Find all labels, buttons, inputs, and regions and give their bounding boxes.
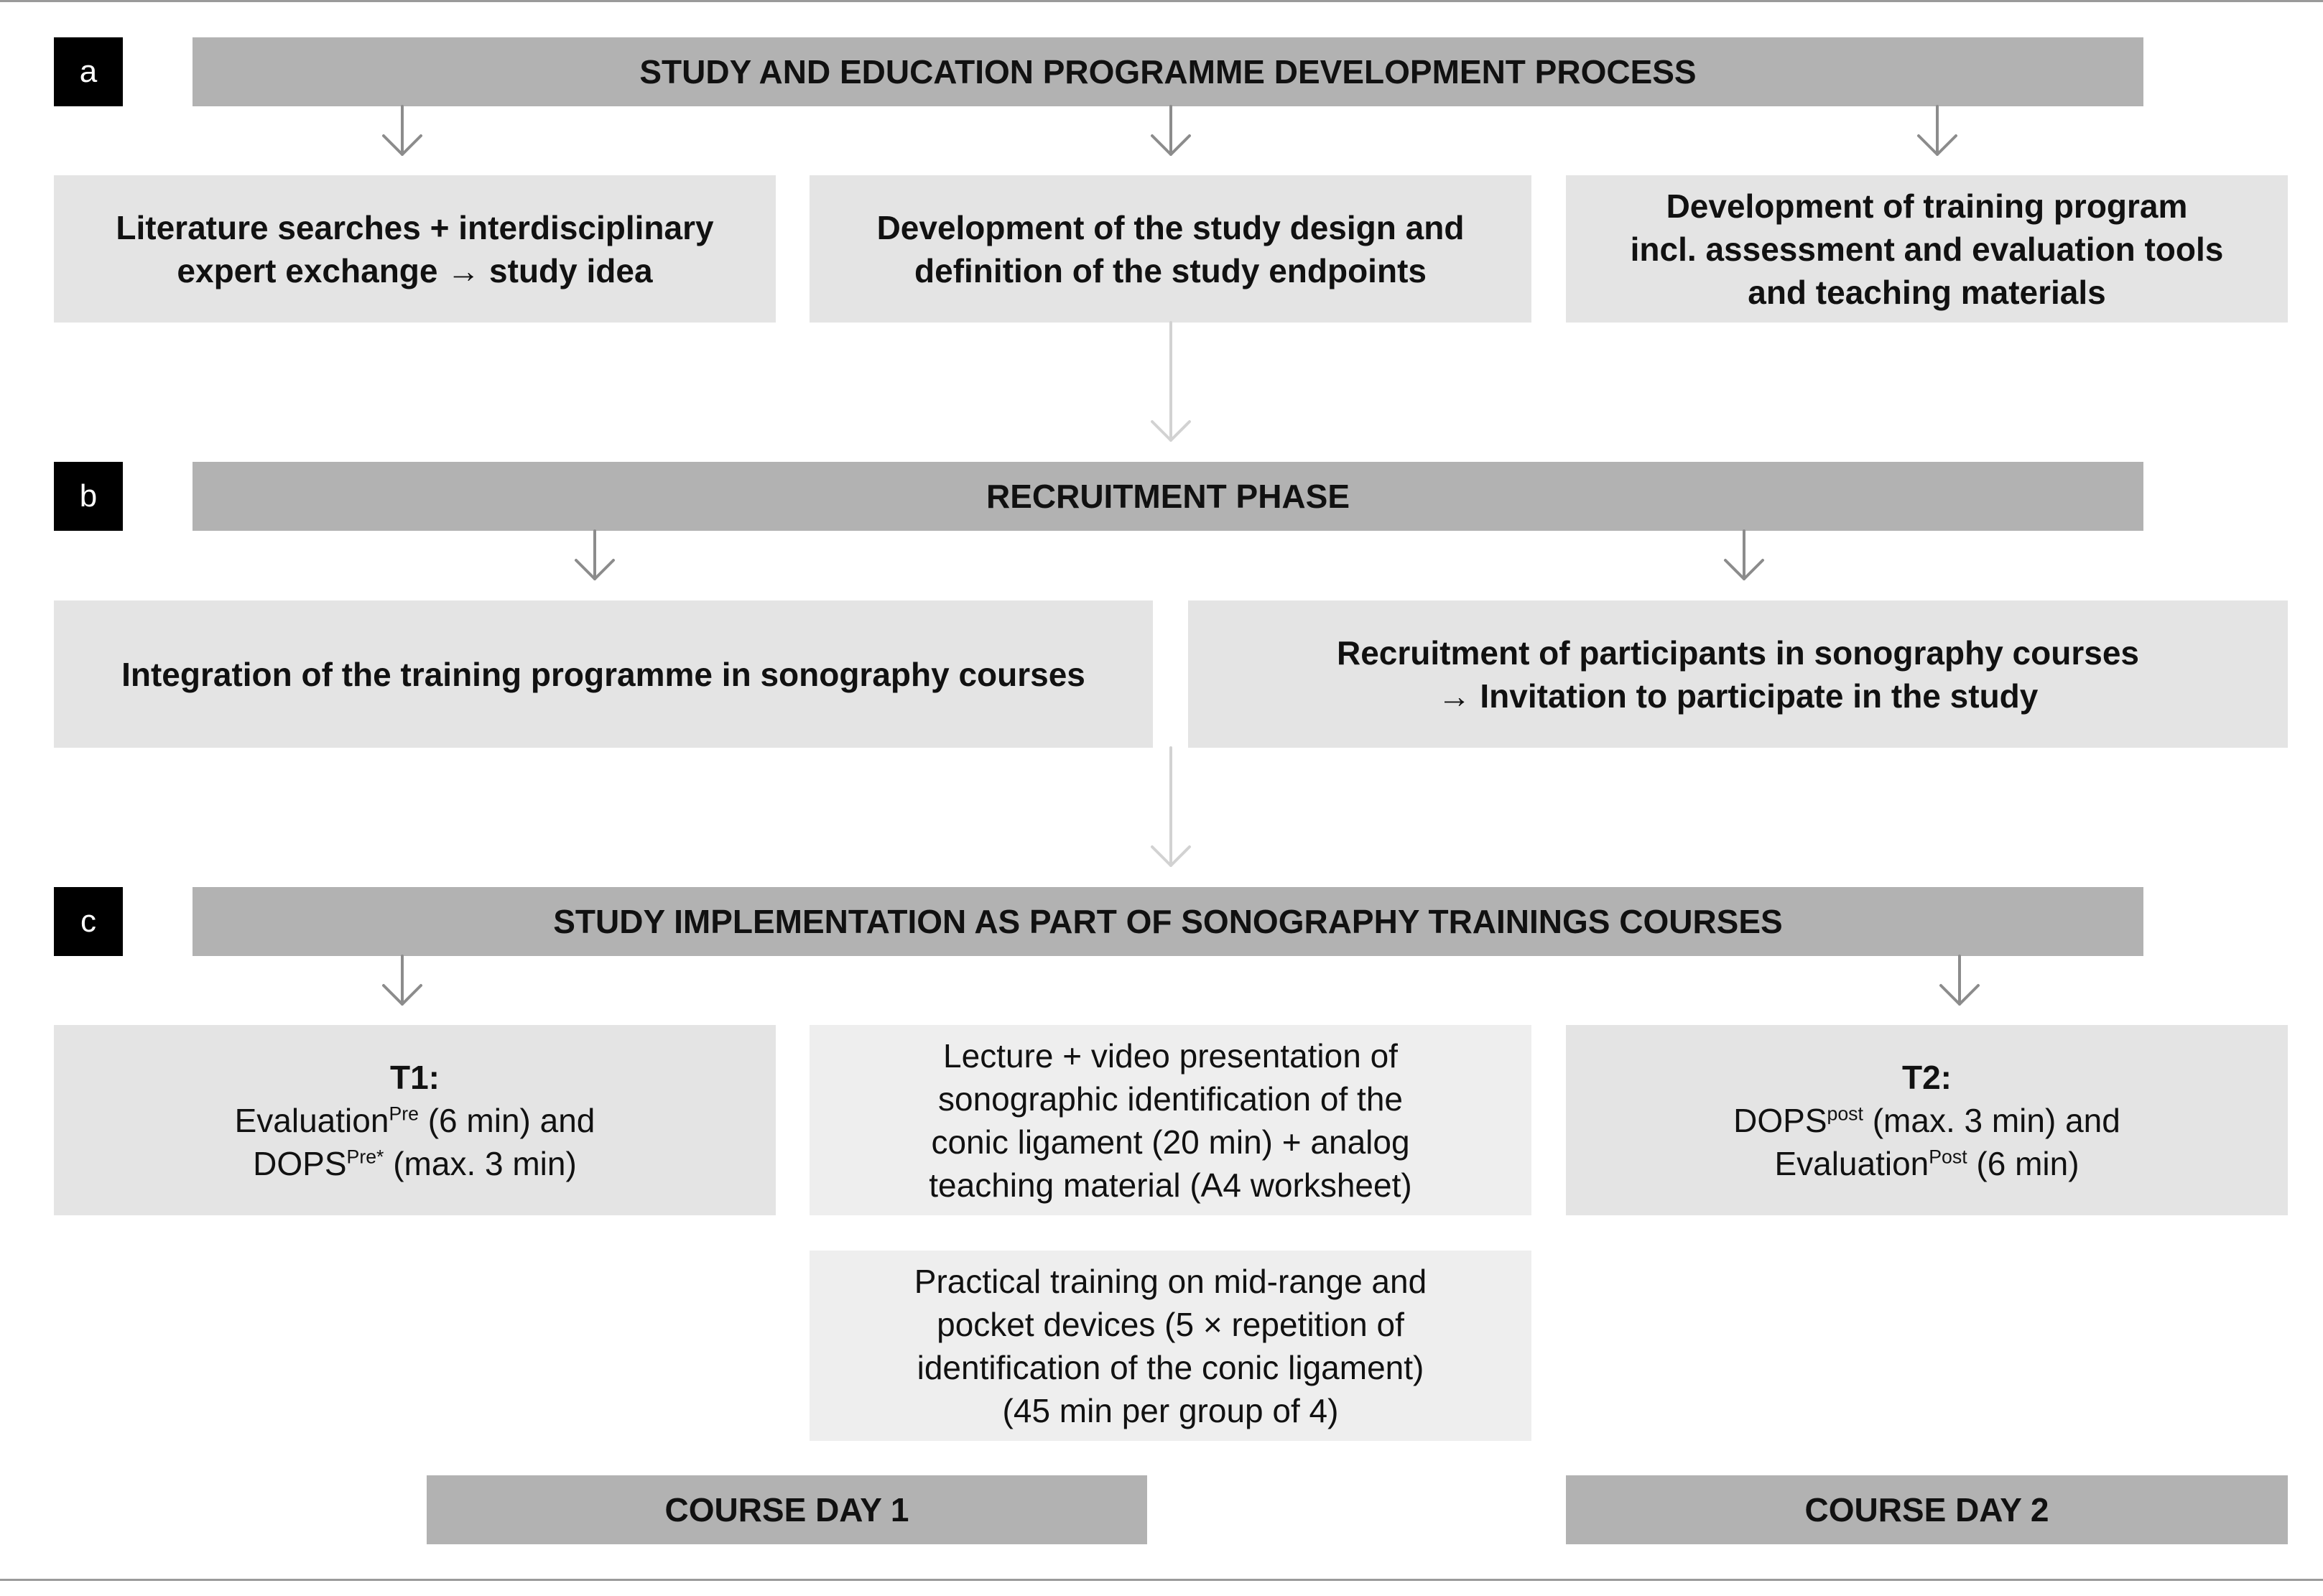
text-line: incl. assessment and evaluation tools (1630, 230, 2224, 268)
section-b-header: RECRUITMENT PHASE (193, 462, 2143, 531)
arrow-b-to-c (1152, 748, 1190, 866)
t1-evaluation-line: Evaluation$^{Pre}$ (6 min) and (234, 1101, 595, 1139)
text-line: Integration of the training programme in sonography courses (121, 655, 1085, 693)
text-line: expert exchange → study idea (177, 251, 653, 289)
arrow-b-right (1725, 531, 1763, 579)
course-day-1-bar: COURSE DAY 1 (427, 1475, 1147, 1544)
lecture-line-2: sonographic identification of the (938, 1080, 1403, 1118)
arrow-a-to-b (1152, 323, 1190, 440)
arrow-a-center (1152, 106, 1190, 154)
t1-title: T1: (390, 1058, 440, 1096)
text-line: and teaching materials (1748, 273, 2106, 311)
arrow-c-right (1941, 956, 1978, 1004)
t2-title: T2: (1902, 1058, 1952, 1096)
lecture-line-1: Lecture + video presentation of (943, 1036, 1398, 1075)
training-line-1: Practical training on mid-range and (914, 1262, 1427, 1300)
arrow-c-left (384, 956, 421, 1004)
section-label-c: c (54, 887, 123, 956)
training-line-4: (45 min per group of 4) (1002, 1391, 1339, 1429)
course-day-2-bar: COURSE DAY 2 (1566, 1475, 2288, 1544)
text-line: → Invitation to participate in the study (1437, 677, 2039, 715)
section-label-b: b (54, 462, 123, 531)
lecture-line-3: conic ligament (20 min) + analog (931, 1123, 1410, 1161)
lecture-line-4: teaching material (A4 worksheet) (929, 1166, 1412, 1204)
arrow-a-left (384, 106, 421, 154)
section-label-a: a (54, 37, 123, 106)
text-line: definition of the study endpoints (914, 251, 1427, 289)
text-line: Recruitment of participants in sonography courses (1337, 634, 2139, 672)
training-line-3: identification of the conic ligament) (917, 1348, 1424, 1386)
t2-evaluation-line: Evaluation$^{Post}$ (6 min) (1774, 1144, 2079, 1182)
text-line: Development of the study design and (876, 208, 1465, 246)
text-line: Literature searches + interdisciplinary (116, 208, 714, 246)
t2-dops-line: $DOPS^{post}$ (max. 3 min) and (1733, 1101, 2120, 1139)
training-line-2: pocket devices (5 × repetition of (937, 1305, 1404, 1343)
t1-dops-line: $DOPS^{Pre*}$ (max. 3 min) (253, 1144, 577, 1182)
text-line: Development of training program (1666, 187, 2188, 225)
section-c-header: STUDY IMPLEMENTATION AS PART OF SONOGRAPHY TRAININGS COURSES (193, 887, 2143, 956)
section-a-header: STUDY AND EDUCATION PROGRAMME DEVELOPMENT PROCESS (193, 37, 2143, 106)
arrow-a-right (1919, 106, 1956, 154)
arrow-b-left (576, 531, 613, 579)
